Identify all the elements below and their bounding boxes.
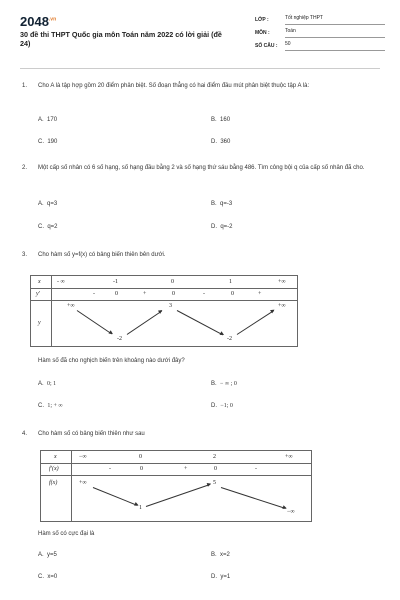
y-value: -2 [227, 336, 232, 342]
page-title: 30 đề thi THPT Quốc gia môn Toán năm 2022 có lời giải (đề 24) [20, 30, 222, 48]
x-value: 0 [171, 279, 174, 285]
sign: + [258, 291, 262, 297]
sign: 0 [231, 291, 234, 297]
option-b[interactable]: B. x=2 [211, 552, 230, 558]
question-text: Cho hàm số có bảng biến thiên như sau [38, 431, 145, 437]
x-value: +∞ [278, 279, 286, 285]
sign: - [109, 466, 111, 472]
question-text: Cho A là tập hợp gồm 20 điểm phân biệt. Số đoạn thẳng có hai điểm đầu mút phân biệt thuộc tập A là: [38, 83, 310, 89]
f-value: −∞ [287, 509, 295, 515]
sign: - [255, 466, 257, 472]
divider [20, 68, 380, 69]
site-logo[interactable]: $2048^{.vn}$ [20, 14, 57, 29]
y-value: 3 [169, 303, 172, 309]
option-c[interactable]: C. 190 [38, 139, 58, 145]
y-value: -2 [117, 336, 122, 342]
sign: 0 [140, 466, 143, 472]
option-c[interactable]: C. x=0 [38, 574, 58, 580]
label-x: x [54, 454, 57, 460]
question-subtext: Hàm số đã cho nghịch biến trên khoảng nào dưới đây? [38, 358, 185, 364]
arrow-down [77, 310, 112, 334]
meta-count-label: SỐ CÂU : [255, 42, 278, 49]
arrow-down [93, 487, 138, 506]
x-value: 1 [229, 279, 232, 285]
meta-count-value: 50 [285, 42, 385, 51]
x-value: 2 [213, 454, 216, 460]
x-value: 0 [139, 454, 142, 460]
x-value: −∞ [79, 454, 87, 460]
meta-class-label: LỚP : [255, 16, 269, 23]
option-c[interactable]: C. 1; + ∞ [38, 403, 63, 409]
sign: - [93, 291, 95, 297]
question-4 [22, 430, 382, 442]
question-text: Cho hàm số y=f(x) có bảng biến thiên bên dưới. [38, 252, 166, 258]
question-text: Một cấp số nhân có 6 số hạng, số hạng đầu bằng 2 và số hạng thứ sáu bằng 486. Tìm công bội q của cấp số nhân đã cho. [38, 165, 365, 171]
label-f: f(x) [49, 480, 58, 486]
label-x: x [38, 279, 41, 285]
question-2 [22, 164, 382, 194]
option-d[interactable]: D. 360 [211, 139, 231, 145]
sign: - [203, 291, 205, 297]
label-y: y [38, 320, 41, 326]
arrow-up [146, 484, 211, 507]
f-value: 5 [213, 480, 216, 486]
question-3 [22, 251, 382, 263]
variation-table-q3 [30, 275, 298, 347]
option-d[interactable]: D. y=1 [211, 574, 231, 580]
arrow-up [127, 311, 162, 335]
option-d[interactable]: D. q=-2 [211, 224, 233, 230]
sign: 0 [115, 291, 118, 297]
question-number: 3. [22, 252, 28, 258]
f-value: +∞ [79, 480, 87, 486]
option-c[interactable]: C. q=2 [38, 224, 58, 230]
x-value: - ∞ [57, 279, 65, 285]
option-b[interactable]: B. q=-3 [211, 201, 233, 207]
option-a[interactable]: A. 0; 1 [38, 381, 57, 387]
question-number: 2. [22, 165, 28, 171]
option-a[interactable]: A. y=5 [38, 552, 57, 558]
question-1 [22, 82, 382, 112]
sign: 0 [172, 291, 175, 297]
option-b[interactable]: B. − ∞ ; 0 [211, 381, 237, 387]
meta-class-value: Tốt nghiệp THPT [285, 16, 385, 25]
arrow-up [237, 310, 274, 335]
x-value: -1 [113, 279, 118, 285]
label-yp: y' [36, 291, 40, 297]
x-value: +∞ [285, 454, 293, 460]
question-subtext: Hàm số có cực đại là [38, 531, 95, 537]
exam-meta [255, 14, 385, 53]
arrow-down [221, 487, 286, 509]
option-b[interactable]: B. 160 [211, 117, 231, 123]
meta-subject-label: MÔN : [255, 29, 270, 36]
question-number: 4. [22, 431, 28, 437]
variation-table-q4 [40, 450, 312, 522]
sign: + [143, 291, 147, 297]
sign: + [184, 466, 188, 472]
question-number: 1. [22, 83, 28, 89]
sign: 0 [214, 466, 217, 472]
arrow-down [177, 310, 223, 335]
option-a[interactable]: A. q=3 [38, 201, 58, 207]
f-value: 1 [139, 505, 142, 511]
option-d[interactable]: D. −1; 0 [211, 403, 233, 409]
y-value: +∞ [67, 303, 75, 309]
meta-subject-value: Toán [285, 29, 385, 38]
y-value: +∞ [278, 303, 286, 309]
option-a[interactable]: A. 170 [38, 117, 58, 123]
label-fp: f'(x) [49, 466, 59, 472]
